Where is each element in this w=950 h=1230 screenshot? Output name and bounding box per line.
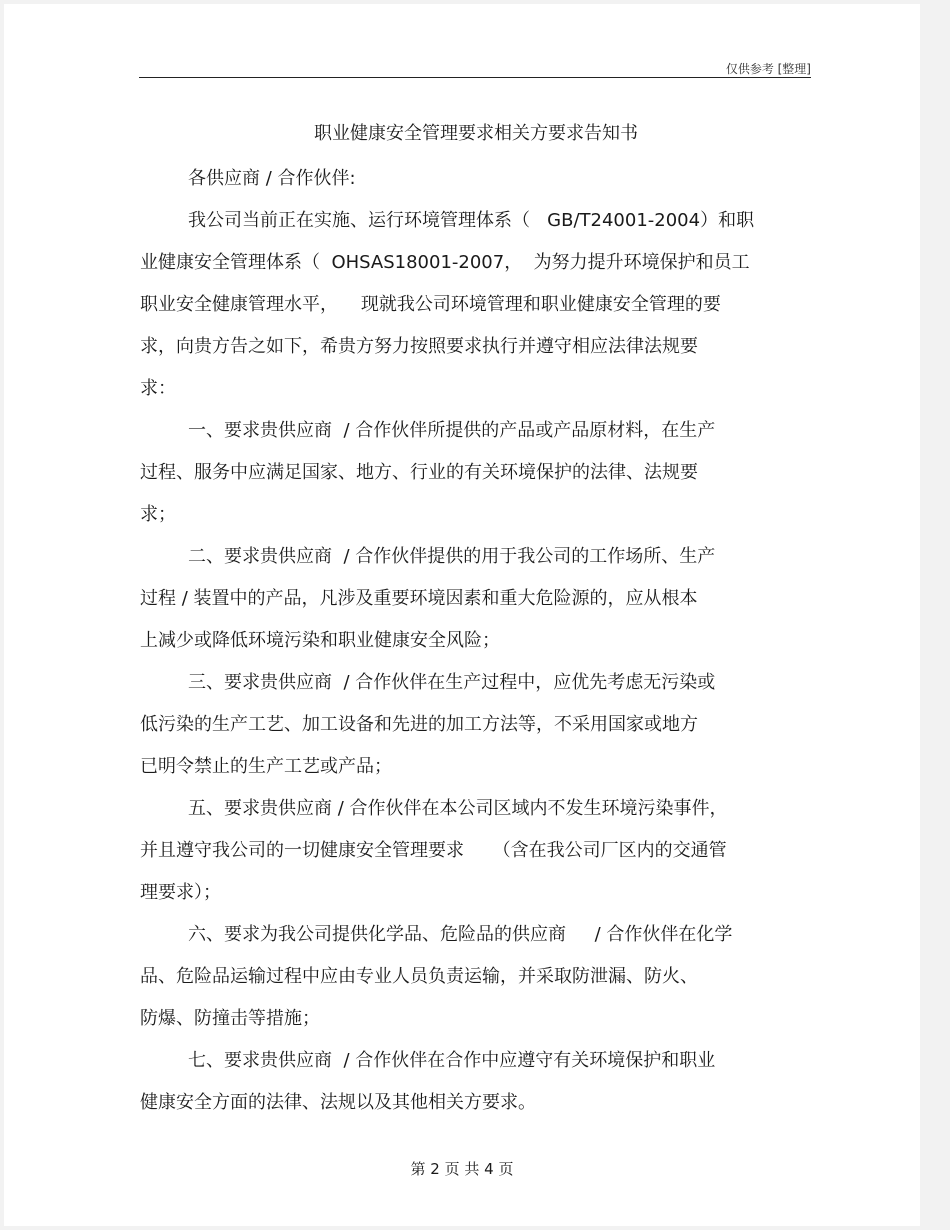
body-line: 职业安全健康管理水平， 现就我公司环境管理和职业健康安全管理的要 [140,294,721,315]
body-line: 已明令禁止的生产工艺或产品； [140,756,392,777]
body-line: 防爆、防撞击等措施； [140,1008,320,1029]
header-note: 仅供参考 [整理] [725,62,811,76]
page-number: 第 2 页 共 4 页 [410,1160,514,1178]
body-line: 六、要求为我公司提供化学品、危险品的供应商 / 合作伙伴在化学 [188,924,733,945]
body-line: 过程、服务中应满足国家、地方、行业的有关环境保护的法律、法规要 [140,462,698,483]
body-line: 过程 / 装置中的产品，凡涉及重要环境因素和重大危险源的，应从根本 [140,588,698,609]
body-line: 求； [140,504,176,525]
document-body [140,116,812,1124]
body-line: 我公司当前正在实施、运行环境管理体系（ GB/T24001-2004）和职 [188,210,755,231]
body-line: 品、危险品运输过程中应由专业人员负责运输，并采取防泄漏、防火、 [140,966,698,987]
body-line: 健康安全方面的法律、法规以及其他相关方要求。 [140,1092,536,1113]
salutation: 各供应商 / 合作伙伴: [188,168,356,189]
body-line: 理要求）； [140,882,221,903]
body-line: 一、要求贵供应商 / 合作伙伴所提供的产品或产品原材料，在生产 [188,420,716,441]
body-line: 上减少或降低环境污染和职业健康安全风险； [140,630,500,651]
body-line: 七、要求贵供应商 / 合作伙伴在合作中应遵守有关环境保护和职业 [188,1050,716,1071]
body-line: 三、要求贵供应商 / 合作伙伴在生产过程中，应优先考虑无污染或 [188,672,716,693]
body-line: 并且遵守我公司的一切健康安全管理要求 （含在我公司厂区内的交通管 [140,840,727,861]
body-line: 五、要求贵供应商 / 合作伙伴在本公司区域内不发生环境污染事件， [188,798,728,819]
body-line: 求，向贵方告之如下，希贵方努力按照要求执行并遵守相应法律法规要 [140,336,698,357]
body-line: 业健康安全管理体系（ OHSAS18001-2007， 为努力提升环境保护和员工 [140,252,750,273]
body-line: 二、要求贵供应商 / 合作伙伴提供的用于我公司的工作场所、生产 [188,546,716,567]
document-title: 职业健康安全管理要求相关方要求告知书 [314,123,638,144]
document-page [4,4,920,1226]
body-line: 求： [140,378,176,399]
header-divider [139,77,811,78]
body-line: 低污染的生产工艺、加工设备和先进的加工方法等，不采用国家或地方 [140,714,698,735]
